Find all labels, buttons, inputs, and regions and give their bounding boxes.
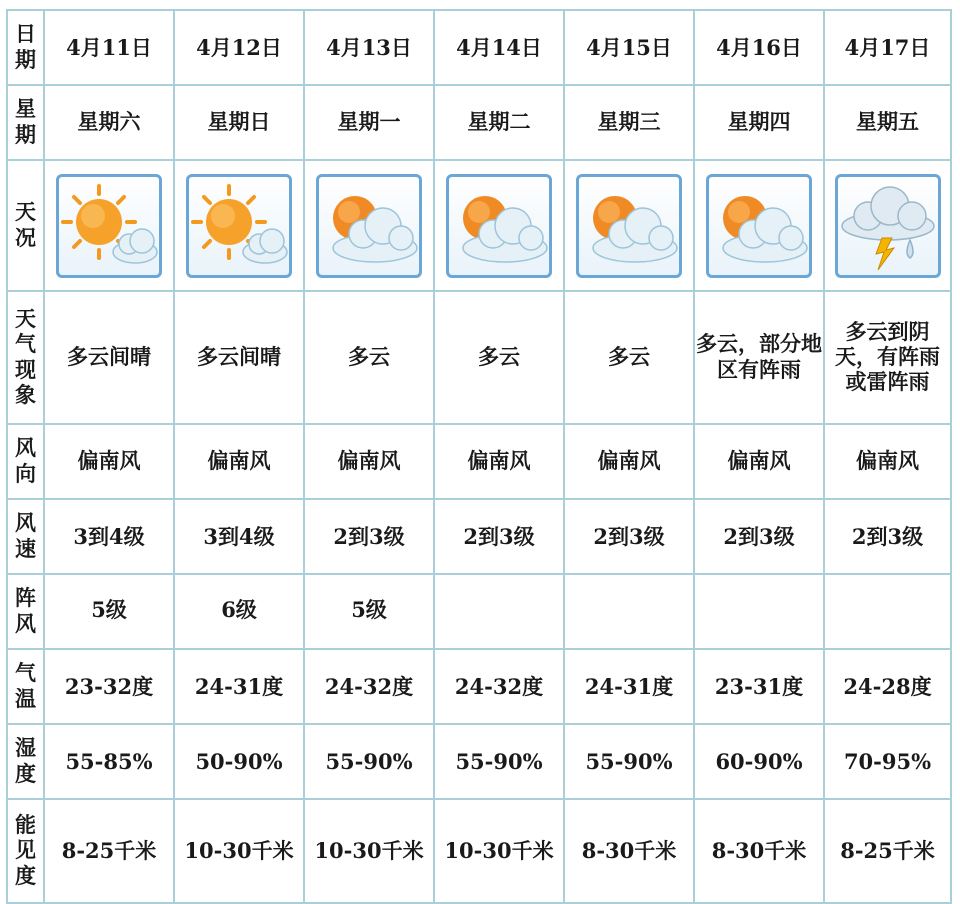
- gust-cell: [564, 574, 694, 649]
- wind-direction-cell: 偏南风: [824, 424, 951, 499]
- temperature-cell: 24-32度: [434, 649, 564, 724]
- wind-speed-cell: 2到3级: [824, 499, 951, 574]
- row-temperature: [7, 649, 951, 724]
- humidity-cell: 55-90%: [434, 724, 564, 799]
- wind-speed-cell: 2到3级: [564, 499, 694, 574]
- row-header-date: 日期: [7, 10, 44, 85]
- sky-cell: [694, 160, 824, 291]
- visibility-cell: 8-25千米: [44, 799, 174, 903]
- row-sky: [7, 160, 951, 291]
- visibility-cell: 8-30千米: [564, 799, 694, 903]
- row-header-humidity: 湿度: [7, 724, 44, 799]
- date-cell: 4月13日: [304, 10, 434, 85]
- phenomenon-cell: 多云到阴天，有阵雨或雷阵雨: [824, 291, 951, 424]
- temperature-cell: 24-31度: [174, 649, 304, 724]
- date-cell: 4月12日: [174, 10, 304, 85]
- thunderstorm-icon: [835, 174, 941, 278]
- phenomenon-cell: 多云: [434, 291, 564, 424]
- gust-cell: 6级: [174, 574, 304, 649]
- wind-speed-cell: 2到3级: [304, 499, 434, 574]
- row-header-sky: 天况: [7, 160, 44, 291]
- date-cell: 4月16日: [694, 10, 824, 85]
- temperature-cell: 24-28度: [824, 649, 951, 724]
- gust-cell: [824, 574, 951, 649]
- sky-cell: [434, 160, 564, 291]
- sky-cell: [174, 160, 304, 291]
- cloudy-icon: [316, 174, 422, 278]
- sky-cell: [304, 160, 434, 291]
- temperature-cell: 23-32度: [44, 649, 174, 724]
- cloudy-icon: [446, 174, 552, 278]
- phenomenon-cell: 多云: [564, 291, 694, 424]
- visibility-cell: 10-30千米: [434, 799, 564, 903]
- weekday-cell: 星期一: [304, 85, 434, 160]
- visibility-cell: 8-30千米: [694, 799, 824, 903]
- weekday-cell: 星期六: [44, 85, 174, 160]
- date-cell: 4月14日: [434, 10, 564, 85]
- cloudy-icon: [706, 174, 812, 278]
- wind-speed-cell: 2到3级: [434, 499, 564, 574]
- humidity-cell: 70-95%: [824, 724, 951, 799]
- gust-cell: [434, 574, 564, 649]
- row-wind-direction: [7, 424, 951, 499]
- weekday-cell: 星期五: [824, 85, 951, 160]
- visibility-cell: 10-30千米: [304, 799, 434, 903]
- humidity-cell: 60-90%: [694, 724, 824, 799]
- sunny-partly-cloudy-icon: [186, 174, 292, 278]
- wind-speed-cell: 3到4级: [174, 499, 304, 574]
- phenomenon-cell: 多云: [304, 291, 434, 424]
- weekday-cell: 星期三: [564, 85, 694, 160]
- visibility-cell: 10-30千米: [174, 799, 304, 903]
- humidity-cell: 55-90%: [304, 724, 434, 799]
- gust-cell: 5级: [44, 574, 174, 649]
- weekday-cell: 星期日: [174, 85, 304, 160]
- row-gust: [7, 574, 951, 649]
- date-cell: 4月11日: [44, 10, 174, 85]
- sky-cell: [824, 160, 951, 291]
- wind-direction-cell: 偏南风: [44, 424, 174, 499]
- row-header-phenomenon: 天气现象: [7, 291, 44, 424]
- row-phenomenon: [7, 291, 951, 424]
- row-humidity: [7, 724, 951, 799]
- wind-direction-cell: 偏南风: [564, 424, 694, 499]
- weekday-cell: 星期二: [434, 85, 564, 160]
- row-wind-speed: [7, 499, 951, 574]
- sky-cell: [44, 160, 174, 291]
- row-header-wind-speed: 风速: [7, 499, 44, 574]
- temperature-cell: 23-31度: [694, 649, 824, 724]
- sunny-partly-cloudy-icon: [56, 174, 162, 278]
- humidity-cell: 50-90%: [174, 724, 304, 799]
- row-visibility: [7, 799, 951, 903]
- wind-direction-cell: 偏南风: [434, 424, 564, 499]
- row-header-gust: 阵风: [7, 574, 44, 649]
- date-cell: 4月15日: [564, 10, 694, 85]
- gust-cell: [694, 574, 824, 649]
- wind-direction-cell: 偏南风: [694, 424, 824, 499]
- sky-cell: [564, 160, 694, 291]
- phenomenon-cell: 多云间晴: [174, 291, 304, 424]
- row-header-temperature: 气温: [7, 649, 44, 724]
- visibility-cell: 8-25千米: [824, 799, 951, 903]
- phenomenon-cell: 多云间晴: [44, 291, 174, 424]
- phenomenon-cell: 多云，部分地区有阵雨: [694, 291, 824, 424]
- row-weekday: [7, 85, 951, 160]
- humidity-cell: 55-90%: [564, 724, 694, 799]
- gust-cell: 5级: [304, 574, 434, 649]
- date-cell: 4月17日: [824, 10, 951, 85]
- wind-direction-cell: 偏南风: [174, 424, 304, 499]
- row-header-weekday: 星期: [7, 85, 44, 160]
- weather-forecast-table: [6, 9, 952, 904]
- temperature-cell: 24-32度: [304, 649, 434, 724]
- wind-speed-cell: 2到3级: [694, 499, 824, 574]
- row-header-wind-direction: 风向: [7, 424, 44, 499]
- temperature-cell: 24-31度: [564, 649, 694, 724]
- cloudy-icon: [576, 174, 682, 278]
- humidity-cell: 55-85%: [44, 724, 174, 799]
- row-header-visibility: 能见度: [7, 799, 44, 903]
- wind-direction-cell: 偏南风: [304, 424, 434, 499]
- row-date: [7, 10, 951, 85]
- wind-speed-cell: 3到4级: [44, 499, 174, 574]
- weekday-cell: 星期四: [694, 85, 824, 160]
